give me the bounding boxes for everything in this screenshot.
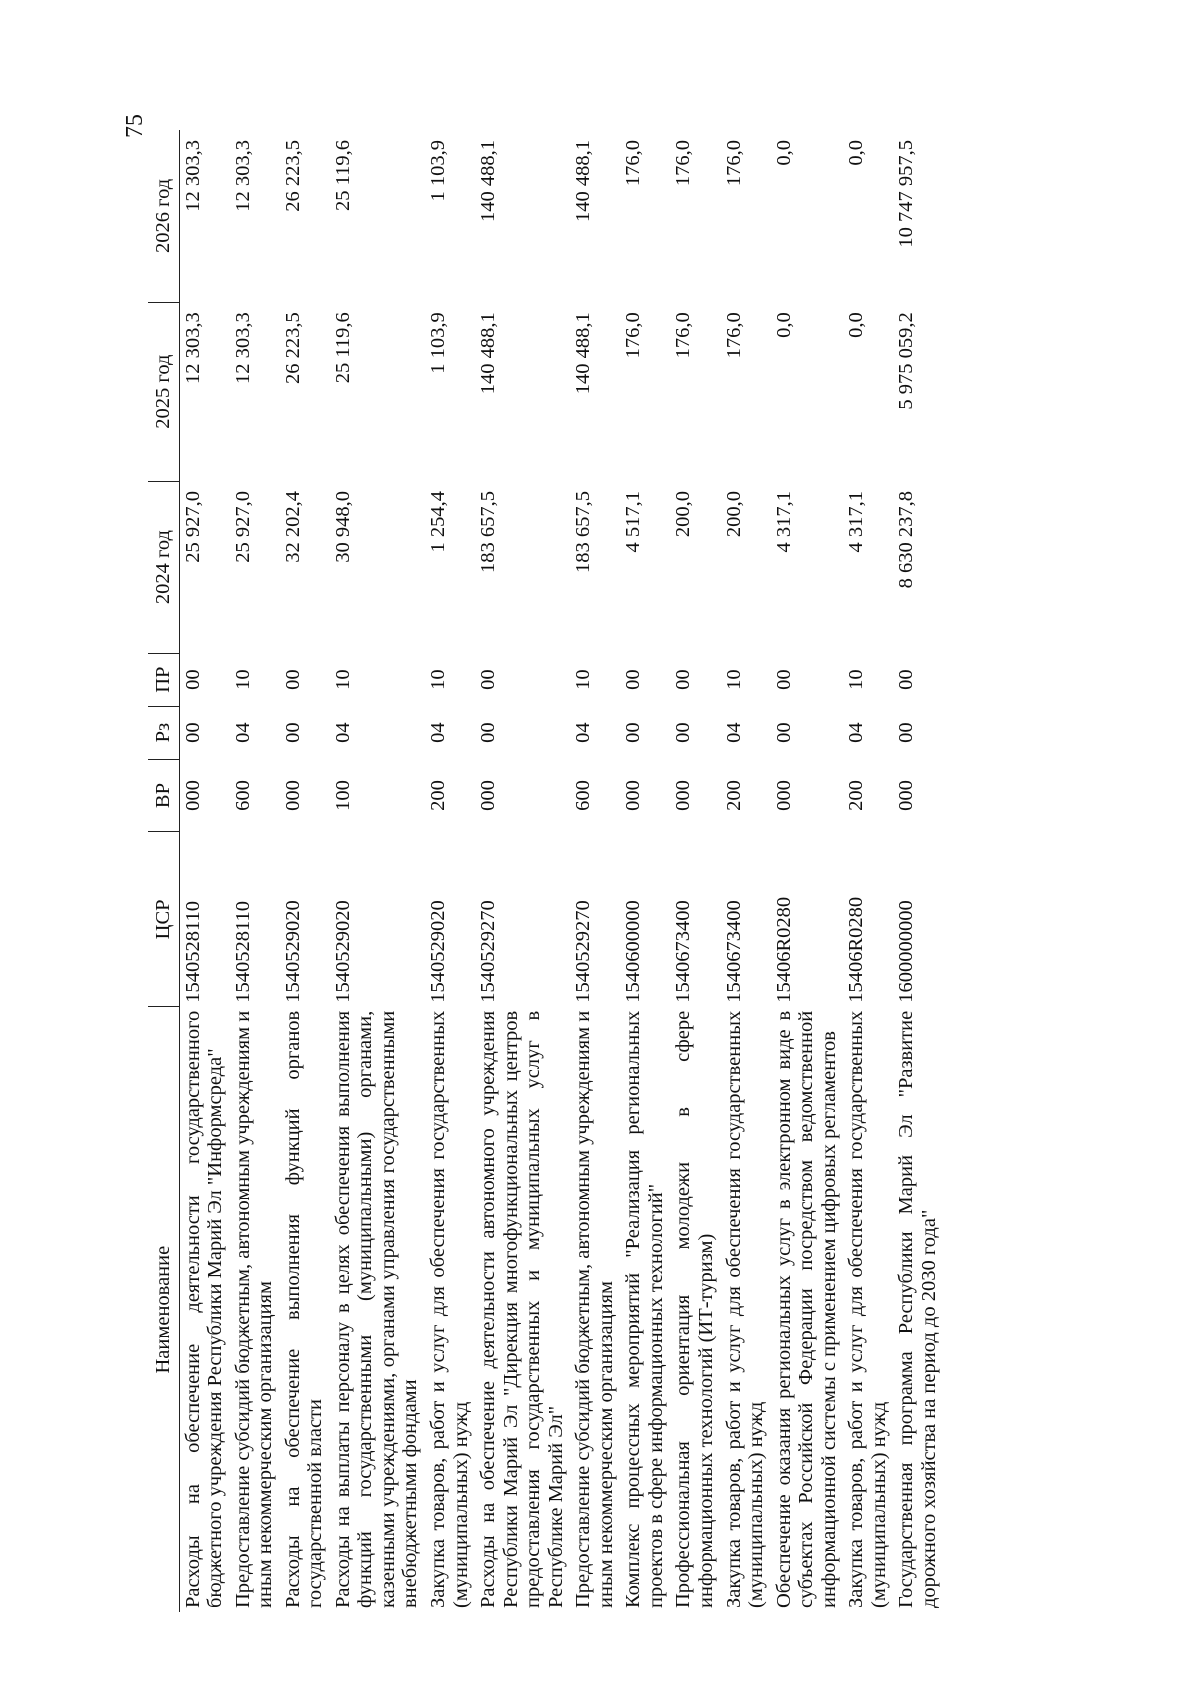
row-name: Государственная программа Республики Марий Эл "Развитие дорожного хозяйства на период до 2030 года": [895, 1010, 940, 1608]
row-vr: 000: [622, 780, 645, 811]
row-csr: 15406R0280: [772, 896, 795, 1003]
row-pr: 10: [722, 669, 745, 690]
table-row: [570, 130, 620, 1612]
row-csr: 1540529020: [331, 900, 354, 1003]
row-name: Обеспечение оказания региональных услуг в электронном виде в субъектах Российской Федерации посредством ведомственной информационной системы с применением цифровых регламентов: [772, 1010, 840, 1608]
row-pr: 00: [622, 669, 645, 690]
row-rz: 04: [427, 722, 450, 743]
row-name: Закупка товаров, работ и услуг для обеспечения государственных (муниципальных) нужд: [722, 1010, 768, 1608]
row-pr: 00: [477, 669, 500, 690]
row-vr: 000: [281, 780, 304, 811]
row-name: Закупка товаров, работ и услуг для обеспечения государственных (муниципальных) нужд: [845, 1010, 890, 1608]
row-name: Закупка товаров, работ и услуг для обеспечения государственных (муниципальных) нужд: [427, 1010, 472, 1608]
table-row: [620, 130, 670, 1612]
row-2025: 140 488,1: [572, 312, 595, 395]
row-csr: 1540528110: [231, 901, 254, 1003]
table-row: [771, 130, 844, 1612]
row-vr: 200: [722, 780, 745, 811]
table-row: [893, 130, 943, 1612]
row-rz: 00: [895, 722, 918, 743]
header-rz: Рз: [148, 706, 179, 759]
row-rz: 00: [181, 722, 204, 743]
row-rz: 04: [845, 722, 868, 743]
row-pr: 10: [845, 669, 868, 690]
rotated-page-content: [148, 130, 1198, 1612]
table-row: [425, 130, 475, 1612]
row-rz: 00: [622, 722, 645, 743]
row-pr: 00: [772, 669, 795, 690]
row-vr: 200: [845, 780, 868, 811]
row-rz: 00: [672, 722, 695, 743]
row-rz: 00: [772, 722, 795, 743]
header-2025: 2025 год: [148, 302, 179, 481]
row-2025: 25 119,6: [331, 312, 354, 384]
row-2025: 176,0: [672, 312, 695, 359]
row-2026: 12 303,3: [231, 140, 254, 212]
header-pr: ПР: [148, 653, 179, 706]
row-pr: 00: [895, 669, 918, 690]
row-2025: 12 303,3: [181, 312, 204, 384]
table-row: [280, 130, 330, 1612]
row-2024: 25 927,0: [181, 491, 204, 563]
row-2026: 176,0: [622, 140, 645, 187]
table-header: [148, 130, 179, 1612]
row-2025: 5 975 059,2: [895, 312, 918, 410]
row-2026: 140 488,1: [572, 140, 595, 222]
row-vr: 100: [331, 780, 354, 811]
row-csr: 15406R0280: [845, 896, 868, 1003]
row-vr: 600: [572, 780, 595, 811]
row-pr: 10: [572, 669, 595, 690]
row-csr: 1540528110: [181, 901, 204, 1003]
row-2025: 26 223,5: [281, 312, 304, 384]
row-2024: 200,0: [672, 491, 695, 538]
row-vr: 000: [477, 780, 500, 811]
row-2024: 25 927,0: [231, 491, 254, 563]
row-vr: 200: [427, 780, 450, 811]
row-2024: 183 657,5: [572, 491, 595, 574]
row-2026: 0,0: [772, 140, 795, 166]
row-rz: 00: [477, 722, 500, 743]
row-name: Расходы на обеспечение выполнения функций органов государственной власти: [281, 1010, 327, 1608]
row-pr: 00: [281, 669, 304, 690]
row-csr: 1600000000: [895, 900, 918, 1003]
budget-table: [148, 130, 944, 1612]
row-2026: 1 103,9: [427, 140, 450, 202]
row-csr: 1540529270: [477, 900, 500, 1003]
row-2026: 26 223,5: [281, 140, 304, 212]
row-name: Комплекс процессных мероприятий "Реализация региональных проектов в сфере информационных технологий": [622, 1010, 667, 1608]
header-2024: 2024 год: [148, 481, 179, 653]
table-row: [330, 130, 425, 1612]
row-pr: 00: [672, 669, 695, 690]
row-rz: 04: [331, 722, 354, 743]
page-number: 75: [122, 114, 148, 138]
row-2024: 4 317,1: [845, 491, 868, 553]
row-vr: 000: [672, 780, 695, 811]
row-2024: 1 254,4: [427, 491, 450, 553]
row-rz: 00: [281, 722, 304, 743]
row-2024: 8 630 237,8: [895, 491, 918, 589]
row-2025: 176,0: [622, 312, 645, 359]
row-2024: 4 517,1: [622, 491, 645, 553]
row-name: Расходы на выплаты персоналу в целях обеспечения выполнения функций государственными (муниципальными) органами, казенными учреждениями, органами управления государственными внебюджетными фондами: [331, 1010, 422, 1608]
header-csr: ЦСР: [148, 832, 179, 1007]
row-2024: 200,0: [722, 491, 745, 538]
table-row: [670, 130, 720, 1612]
row-pr: 10: [231, 669, 254, 690]
row-name: Профессиональная ориентация молодежи в сфере информационных технологий (ИТ-туризм): [672, 1010, 718, 1608]
row-2024: 4 317,1: [772, 491, 795, 553]
row-csr: 1540600000: [622, 900, 645, 1003]
row-2025: 12 303,3: [231, 312, 254, 384]
row-2026: 10 747 957,5: [895, 140, 918, 248]
row-vr: 000: [895, 780, 918, 811]
row-rz: 04: [231, 722, 254, 743]
row-2025: 176,0: [722, 312, 745, 359]
row-name: Предоставление субсидий бюджетным, автономным учреждениям и иным некоммерческим организациям: [231, 1010, 277, 1608]
row-2025: 0,0: [845, 312, 868, 338]
table-row: [843, 130, 893, 1612]
row-vr: 600: [231, 780, 254, 811]
table-row: [721, 130, 771, 1612]
row-2025: 1 103,9: [427, 312, 450, 374]
row-2025: 0,0: [772, 312, 795, 338]
row-2024: 183 657,5: [477, 491, 500, 574]
table-row: [179, 130, 230, 1612]
header-vr: ВР: [148, 759, 179, 832]
row-2026: 140 488,1: [477, 140, 500, 222]
table-body: [179, 130, 943, 1612]
row-pr: 10: [427, 669, 450, 690]
table-row: [475, 130, 570, 1612]
row-2026: 0,0: [845, 140, 868, 166]
row-name: Расходы на обеспечение деятельности автономного учреждения Республики Марий Эл "Дирекция многофункциональных центров предоставления государственных и муниципальных услуг в Республике Марий Эл": [477, 1010, 567, 1608]
row-2024: 30 948,0: [331, 491, 354, 563]
row-2026: 12 303,3: [181, 140, 204, 212]
row-pr: 00: [181, 669, 204, 690]
row-vr: 000: [181, 780, 204, 811]
row-csr: 1540529020: [281, 900, 304, 1003]
row-csr: 1540529270: [572, 900, 595, 1003]
row-rz: 04: [572, 722, 595, 743]
row-csr: 1540673400: [722, 900, 745, 1003]
row-2025: 140 488,1: [477, 312, 500, 395]
row-rz: 04: [722, 722, 745, 743]
row-name: Предоставление субсидий бюджетным, автономным учреждениям и иным некоммерческим организациям: [572, 1010, 617, 1608]
row-2026: 25 119,6: [331, 140, 354, 211]
row-2024: 32 202,4: [281, 491, 304, 563]
row-csr: 1540673400: [672, 900, 695, 1003]
row-pr: 10: [331, 669, 354, 690]
row-vr: 000: [772, 780, 795, 811]
row-2026: 176,0: [722, 140, 745, 187]
header-2026: 2026 год: [148, 130, 179, 302]
row-csr: 1540529020: [427, 900, 450, 1003]
row-2026: 176,0: [672, 140, 695, 187]
header-name: Наименование: [148, 1007, 179, 1612]
table-row: [230, 130, 280, 1612]
row-name: Расходы на обеспечение деятельности государственного бюджетного учреждения Республики Марий Эл "Информсреда": [181, 1010, 227, 1608]
